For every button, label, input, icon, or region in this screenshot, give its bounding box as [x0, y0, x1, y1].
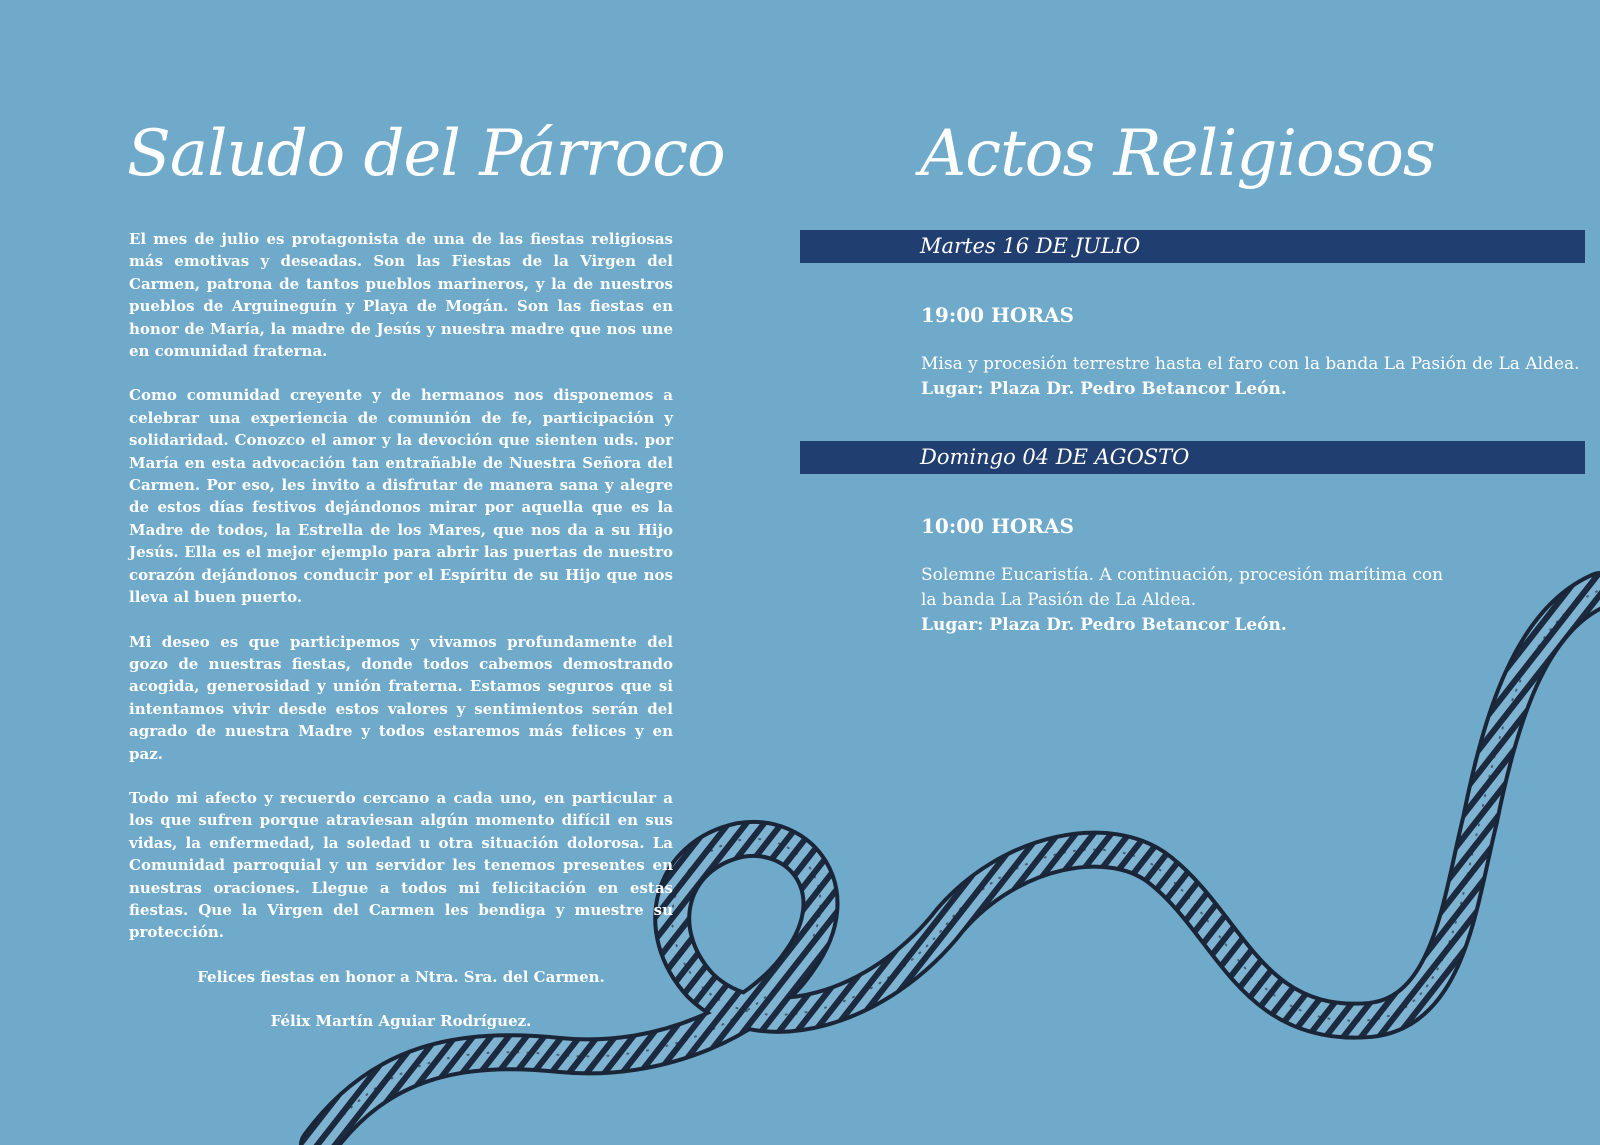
event-description: Solemne Eucaristía. A continuación, procesión marítima con la banda La Pasión de La Aldea. [921, 565, 1444, 610]
greeting-letter [129, 228, 673, 1055]
letter-signature: Félix Martín Aguiar Rodríguez. [270, 1012, 532, 1031]
events-title: Actos Religiosos [920, 117, 1435, 191]
event-description: Misa y procesión terrestre hasta el faro con la banda La Pasión de La Aldea. [921, 354, 1580, 374]
letter-paragraph: Como comunidad creyente y de hermanos nos disponemos a celebrar una experiencia de comunión de fe, participación y solidaridad. Conozco el amor y la devoción que sienten uds. por María en esta advocación tan entrañable de Nuestra Señora del Carmen. Por eso, les invito a disfrutar de manera sana y alegre de estos días festivos dejándonos mirar por aquella que es la Madre de todos, la Estrella de los Mares, que nos da a su Hijo Jesús. Ella es el mejor ejemplo para abrir las puertas de nuestro corazón dejándonos conducir por el Espíritu de su Hijo que nos lleva al buen puerto. [129, 386, 673, 607]
event-day-label: Martes 16 DE JULIO [920, 234, 1141, 258]
event-day-label: Domingo 04 DE AGOSTO [920, 445, 1190, 469]
event-time: 19:00 HORAS [921, 303, 1074, 327]
event-place: Lugar: Plaza Dr. Pedro Betancor León. [921, 615, 1287, 635]
letter-paragraph: El mes de julio es protagonista de una de las fiestas religiosas más emotivas y deseadas. Son las Fiestas de la Virgen del Carmen, patrona de tantos pueblos marineros, y la de nuestros pueblos de Arguineguín y Playa de Mogán. Son las fiestas en honor de María, la madre de Jesús y nuestra madre que nos une en comunidad fraterna. [129, 230, 673, 361]
event-place: Lugar: Plaza Dr. Pedro Betancor León. [921, 379, 1287, 399]
event-day-bar [800, 441, 1585, 474]
letter-paragraph: Mi deseo es que participemos y vivamos profundamente del gozo de nuestras fiestas, donde todos cabemos demostrando acogida, generosidad y unión fraterna. Estamos seguros que si intentamos vivir desde estos valores y sentimientos serán del agrado de nuestra Madre y todos estaremos más felices y en paz. [129, 632, 673, 763]
event-day-bar [800, 230, 1585, 263]
letter-closing: Felices fiestas en honor a Ntra. Sra. del Carmen. [197, 967, 605, 986]
greeting-title: Saludo del Párroco [127, 117, 725, 191]
event-details [921, 352, 1581, 402]
event-time: 10:00 HORAS [921, 514, 1074, 538]
event-details [921, 563, 1451, 638]
letter-paragraph: Todo mi afecto y recuerdo cercano a cada uno, en particular a los que sufren porque atraviesan algún momento difícil en sus vidas, la enfermedad, la soledad u otra situación dolorosa. La Comunidad parroquial y un servidor les tenemos presentes en nuestras oraciones. Llegue a todos mi felicitación en estas fiestas. Que la Virgen del Carmen les bendiga y muestre su protección. [129, 788, 673, 942]
